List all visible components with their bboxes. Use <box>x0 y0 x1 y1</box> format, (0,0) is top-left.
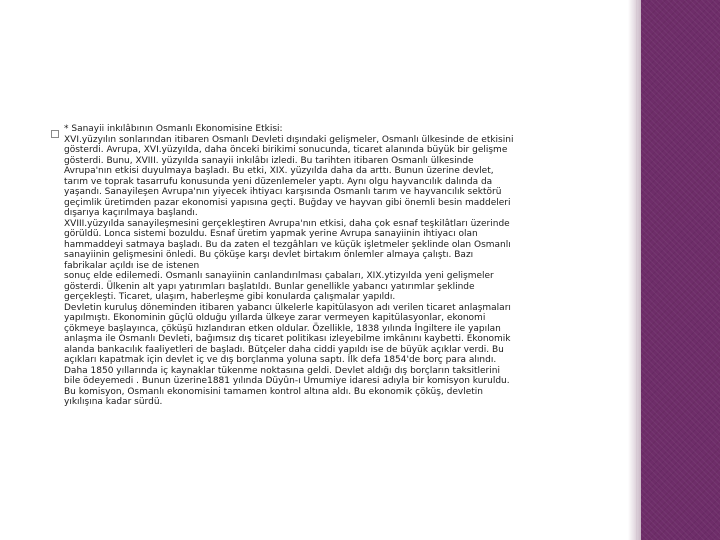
text-line: fabrikalar açıldı ise de istenen <box>64 260 200 271</box>
decorative-side-panel <box>641 0 720 540</box>
text-line: görüldü. Lonca sistemi bozuldu. Esnaf üretim yapmak yerine Avrupa sanayiinin ihtiyacı olan <box>64 229 478 239</box>
text-line: XVIII.yüzyılda sanayileşmesini gerçekleştiren Avrupa'nın etkisi, daha çok esnaf teşkilâtları üzerinde <box>64 218 510 229</box>
text-line: tarım ve toprak tasarrufu konusunda yeni düzenlemeler yaptı. Aynı olgu hayvancılık dalında da <box>64 176 493 187</box>
text-line: gösterdi. Ülkenin alt yapı yatırımları başlatıldı. Bunlar genellikle yabancı yatırımlar şeklinde <box>64 281 475 292</box>
text-line: yaşandı. Sanayileşen Avrupa'nın yiyecek ihtiyacı karşısında Osmanlı tarım ve hayvancılık sektörü <box>64 187 502 197</box>
text-line: sanayiinin gelişmesini önledi. Bu çöküşe karşı devlet birtakım önlemler almaya çalıştı. Bazı <box>64 250 474 260</box>
text-line: hammaddeyi satmaya başladı. Bu da zaten el tezgâhları ve küçük işletmeler şeklinde olan Osmanlı <box>64 239 511 250</box>
text-line: anlaşma ile Osmanlı Devleti, bağımsız dış ticaret politikası izleyebilme imkânını kaybetti. Ekonomik <box>64 334 511 344</box>
side-panel-edge <box>628 0 641 540</box>
text-line: geçimlik üretimden pazar ekonomisi yapısına geçti. Buğday ve hayvan gibi önemli besin maddeleri <box>64 197 511 208</box>
side-panel-divider <box>636 0 637 540</box>
slide-body-text <box>64 124 612 408</box>
text-line: yapılmıştı. Ekonominin güçlü olduğu yıllarda ülkeye zarar vermeyen kapitülasyonlar, ekonomi <box>64 313 486 323</box>
text-line: Bu komisyon, Osmanlı ekonomisini tamamen kontrol altına aldı. Bu ekonomik çöküş, devletin <box>64 386 483 397</box>
text-line: gösterdi. Avrupa, XVI.yüzyılda, daha önceki birikimi sonucunda, ticaret alanında büyük bir gelişme <box>64 145 508 155</box>
square-bullet-icon <box>51 130 59 138</box>
text-line: Daha 1850 yıllarında iç kaynaklar tükenme noktasına geldi. Devlet aldığı dış borçların taksitlerini <box>64 365 500 376</box>
text-line: Avrupa'nın etkisi duyulmaya başladı. Bu etki, XIX. yüzyılda daha da arttı. Bunun üzerine devlet, <box>64 166 494 176</box>
text-line: dışarıya kaçırılmaya başlandı. <box>64 208 198 218</box>
text-line-heading: * Sanayii inkılâbının Osmanlı Ekonomisine Etkisi: <box>64 124 283 134</box>
text-line: Devletin kuruluş döneminden itibaren yabancı ülkelerle kapitülasyon adı verilen ticaret anlaşmaları <box>64 302 511 313</box>
text-line: sonuç elde edilemedi. Osmanlı sanayiinin canlandırılması çabaları, XIX.ytizyılda yeni gelişmeler <box>64 271 494 281</box>
text-line: XVI.yüzyılın sonlarından itibaren Osmanlı Devleti dışındaki gelişmeler, Osmanlı ülkesinde de etkisini <box>64 134 514 145</box>
text-line: gösterdi. Bunu, XVIII. yüzyılda sanayii inkılâbı izledi. Bu tarihten itibaren Osmanlı ülkesinde <box>64 155 474 166</box>
text-line: yıkılışına kadar sürdü. <box>64 397 163 407</box>
text-line: bile ödeyemedi . Bunun üzerine1881 yılında Düyûn-ı Umumiye idaresi adıyla bir komisyon kuruldu. <box>64 376 510 386</box>
text-line: çökmeye başlayınca, çöküşü hızlandıran etken oldular. Özellikle, 1838 yılında İngiltere ile yapılan <box>64 323 501 334</box>
text-line: alanda bankacılık faaliyetleri de başladı. Bütçeler daha ciddi yapıldı ise de büyük açıklar verdi. Bu <box>64 344 504 355</box>
text-line: açıkları kapatmak için devlet iç ve dış borçlanma yoluna saptı. İlk defa 1854'de borç para alındı. <box>64 355 497 365</box>
text-line: gerçekleşti. Ticaret, ulaşım, haberleşme gibi konularda çalışmalar yapıldı. <box>64 292 396 302</box>
